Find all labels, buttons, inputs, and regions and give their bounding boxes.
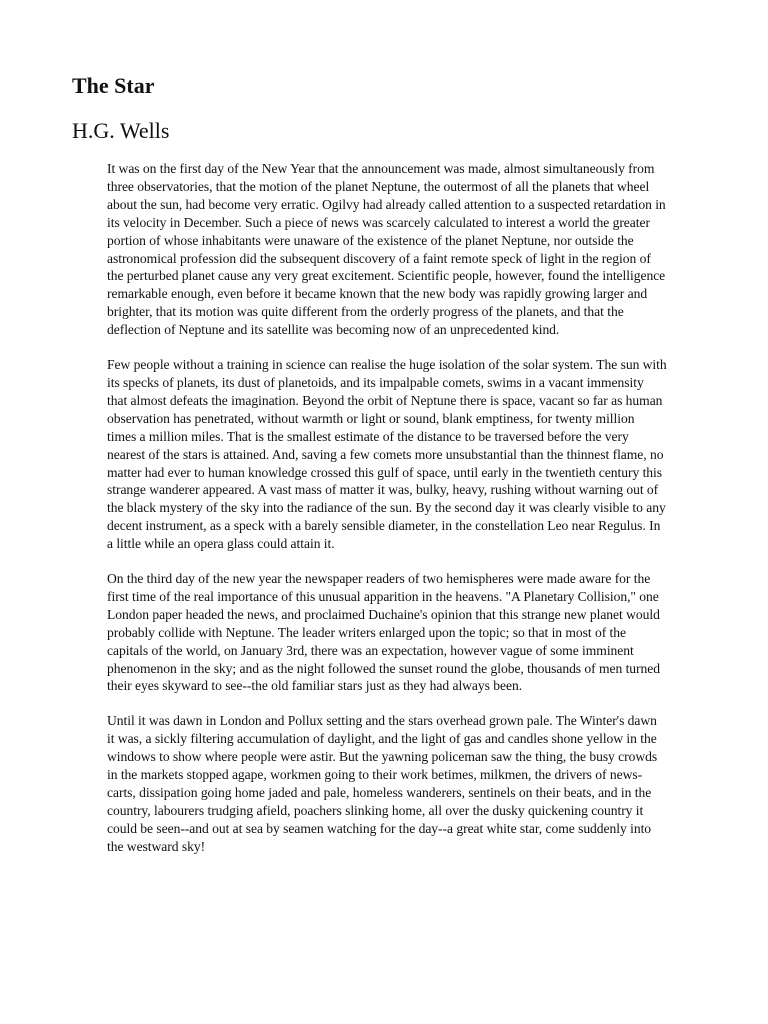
paragraph-4: Until it was dawn in London and Pollux setting and the stars overhead grown pale. The Winter's dawn it was, a sickly filtering accumulation of daylight, and the light of gas and candles shone yellow in the windows to show where people were astir. But the yawning policeman saw the thing, the busy crowds in the markets stopped agape, workmen going to their work betimes, milkmen, the drivers of news-carts, dissipation going home jaded and pale, homeless wanderers, sentinels on their beats, and in the country, labourers trudging afield, poachers slinking home, all over the dusky quickening country it could be seen--and out at sea by seamen watching for the day--a great white star, come suddenly into the westward sky! xyxy=(107,713,658,854)
document-title: The Star xyxy=(72,73,155,98)
paragraph-3: On the third day of the new year the newspaper readers of two hemispheres were made aware for the first time of the real importance of this unusual apparition in the heavens. "A Planetary Collision," one London paper headed the news, and proclaimed Duchaine's opinion that this strange new planet would probably collide with Neptune. The leader writers enlarged upon the topic; so that in most of the capitals of the world, on January 3rd, there was an expectation, however vague of some imminent phenomenon in the sky; and as the night followed the sunset round the globe, thousands of men turned their eyes skyward to see--the old familiar stars just as they had always been. xyxy=(107,571,661,694)
paragraph-1: It was on the first day of the New Year that the announcement was made, almost simultaneously from three observatories, that the motion of the planet Neptune, the outermost of all the planets that wheel about the sun, had become very erratic. Ogilvy had already called attention to a suspected retardation in its velocity in December. Such a piece of news was scarcely calculated to interest a world the greater portion of whose inhabitants were unaware of the existence of the planet Neptune, nor outside the astronomical profession did the subsequent discovery of a faint remote speck of light in the region of the perturbed planet cause any very great excitement. Scientific people, however, found the intelligence remarkable enough, even before it became known that the new body was rapidly growing larger and brighter, that its motion was quite different from the orderly progress of the planets, and that the deflection of Neptune and its satellite was becoming now of an unprecedented kind. xyxy=(107,161,666,338)
document-body xyxy=(107,160,667,873)
document-author: H.G. Wells xyxy=(72,118,170,143)
paragraph-2: Few people without a training in science can realise the huge isolation of the solar system. The sun with its specks of planets, its dust of planetoids, and its impalpable comets, swims in a vacant immensity that almost defeats the imagination. Beyond the orbit of Neptune there is space, vacant so far as human observation has penetrated, without warmth or light or sound, blank emptiness, for twenty million times a million miles. That is the smallest estimate of the distance to be traversed before the very nearest of the stars is attained. And, saving a few comets more unsubstantial than the thinnest flame, no matter had ever to human knowledge crossed this gulf of space, until early in the twentieth century this strange wanderer appeared. A vast mass of matter it was, bulky, heavy, rushing without warning out of the black mystery of the sky into the radiance of the sun. By the second day it was clearly visible to any decent instrument, as a speck with a barely sensible diameter, in the constellation Leo near Regulus. In a little while an opera glass could attain it. xyxy=(107,357,667,552)
